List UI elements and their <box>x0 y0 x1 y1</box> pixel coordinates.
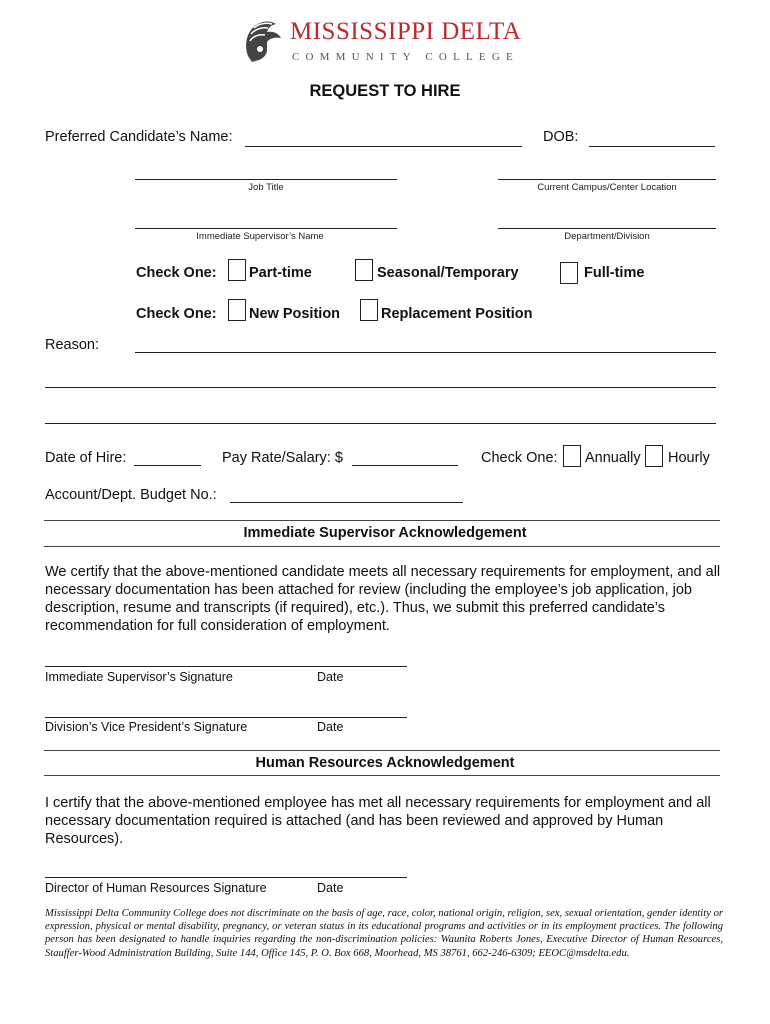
supervisor-certification-text: We certify that the above-mentioned candidate meets all necessary requirements for employment, and all necessary documentation has been attached for review (including the employee’s job application, job description, resume and transcripts (if required), etc.). Thus, we submit this preferred candidate’s recommendation for full consideration of employment. <box>45 564 721 634</box>
full-time-label: Full-time <box>584 265 645 281</box>
vp-date-label: Date <box>317 720 344 734</box>
college-name: MISSISSIPPI DELTA <box>290 18 522 45</box>
budget-label: Account/Dept. Budget No.: <box>45 487 217 503</box>
seasonal-label: Seasonal/Temporary <box>377 265 519 281</box>
supervisor-signature-label: Immediate Supervisor’s Signature <box>45 670 233 684</box>
dob-label: DOB: <box>543 129 579 145</box>
pay-rate-field[interactable] <box>352 465 458 466</box>
pay-rate-label: Pay Rate/Salary: $ <box>222 450 343 466</box>
hr-section-top-rule <box>44 750 720 751</box>
date-of-hire-label: Date of Hire: <box>45 450 127 466</box>
reason-field-1[interactable] <box>135 352 716 353</box>
check-one-position-label: Check One: <box>136 306 217 322</box>
hr-section-heading: Human Resources Acknowledgement <box>255 755 515 771</box>
college-logo <box>240 14 522 66</box>
replacement-position-label: Replacement Position <box>381 306 533 322</box>
candidate-name-label: Preferred Candidate’s Name: <box>45 129 233 145</box>
job-title-caption: Job Title <box>248 182 284 193</box>
department-field[interactable] <box>498 228 716 229</box>
supervisor-date-label: Date <box>317 670 344 684</box>
date-of-hire-field[interactable] <box>134 465 201 466</box>
hourly-checkbox[interactable] <box>645 445 663 467</box>
hr-signature-label: Director of Human Resources Signature <box>45 881 267 895</box>
hr-date-label: Date <box>317 881 344 895</box>
hourly-label: Hourly <box>668 450 710 466</box>
supervisor-section-heading: Immediate Supervisor Acknowledgement <box>243 525 527 541</box>
job-title-field[interactable] <box>135 179 397 180</box>
campus-caption: Current Campus/Center Location <box>537 182 677 193</box>
budget-field[interactable] <box>230 502 463 503</box>
supervisor-name-caption: Immediate Supervisor’s Name <box>196 231 324 242</box>
replacement-position-checkbox[interactable] <box>360 299 378 321</box>
vp-signature-label: Division’s Vice President’s Signature <box>45 720 248 734</box>
annually-checkbox[interactable] <box>563 445 581 467</box>
non-discrimination-notice: Mississippi Delta Community College does not discriminate on the basis of age, race, color, national origin, religion, sex, sexual orientation, gender identity or expression, physical or mental disability, pregnancy, or veteran status in its educational programs and activities or in its employment practices. The following person has been designated to handle inquiries regarding the non-discrimination policies: Waunita Roberts Jones, Executive Director of Human Resources, Stauffer-Wood Administration Building, Suite 144, Office 145, P. O. Box 668, Moorhead, MS 38761, 662-246-6309; EEOC@msdelta.edu. <box>45 908 723 959</box>
check-one-label: Check One: <box>136 265 217 281</box>
new-position-label: New Position <box>249 306 341 322</box>
dob-field[interactable] <box>589 146 715 147</box>
hr-signature-field[interactable] <box>45 877 407 878</box>
reason-label: Reason: <box>45 337 100 353</box>
supervisor-signature-field[interactable] <box>45 666 407 667</box>
vp-signature-field[interactable] <box>45 717 407 718</box>
supervisor-section-bottom-rule <box>44 546 720 547</box>
part-time-label: Part-time <box>249 265 312 281</box>
hr-certification-text: I certify that the above-mentioned employee has met all necessary requirements for employment and all necessary documentation required is attached (and has been reviewed and approved by Human Resources). <box>45 795 711 847</box>
supervisor-section-top-rule <box>44 520 720 521</box>
trojan-helmet-icon <box>240 16 286 64</box>
reason-field-3[interactable] <box>45 423 716 424</box>
pay-check-one-label: Check One: <box>481 450 558 466</box>
new-position-checkbox[interactable] <box>228 299 246 321</box>
full-time-checkbox[interactable] <box>560 262 578 284</box>
annually-label: Annually <box>585 450 641 466</box>
supervisor-name-field[interactable] <box>135 228 397 229</box>
campus-field[interactable] <box>498 179 716 180</box>
hr-section-bottom-rule <box>44 775 720 776</box>
form-title: REQUEST TO HIRE <box>309 82 461 100</box>
reason-field-2[interactable] <box>45 387 716 388</box>
seasonal-checkbox[interactable] <box>355 259 373 281</box>
department-caption: Department/Division <box>564 231 650 242</box>
part-time-checkbox[interactable] <box>228 259 246 281</box>
candidate-name-field[interactable] <box>245 146 522 147</box>
college-subtitle: COMMUNITY COLLEGE <box>292 51 519 63</box>
